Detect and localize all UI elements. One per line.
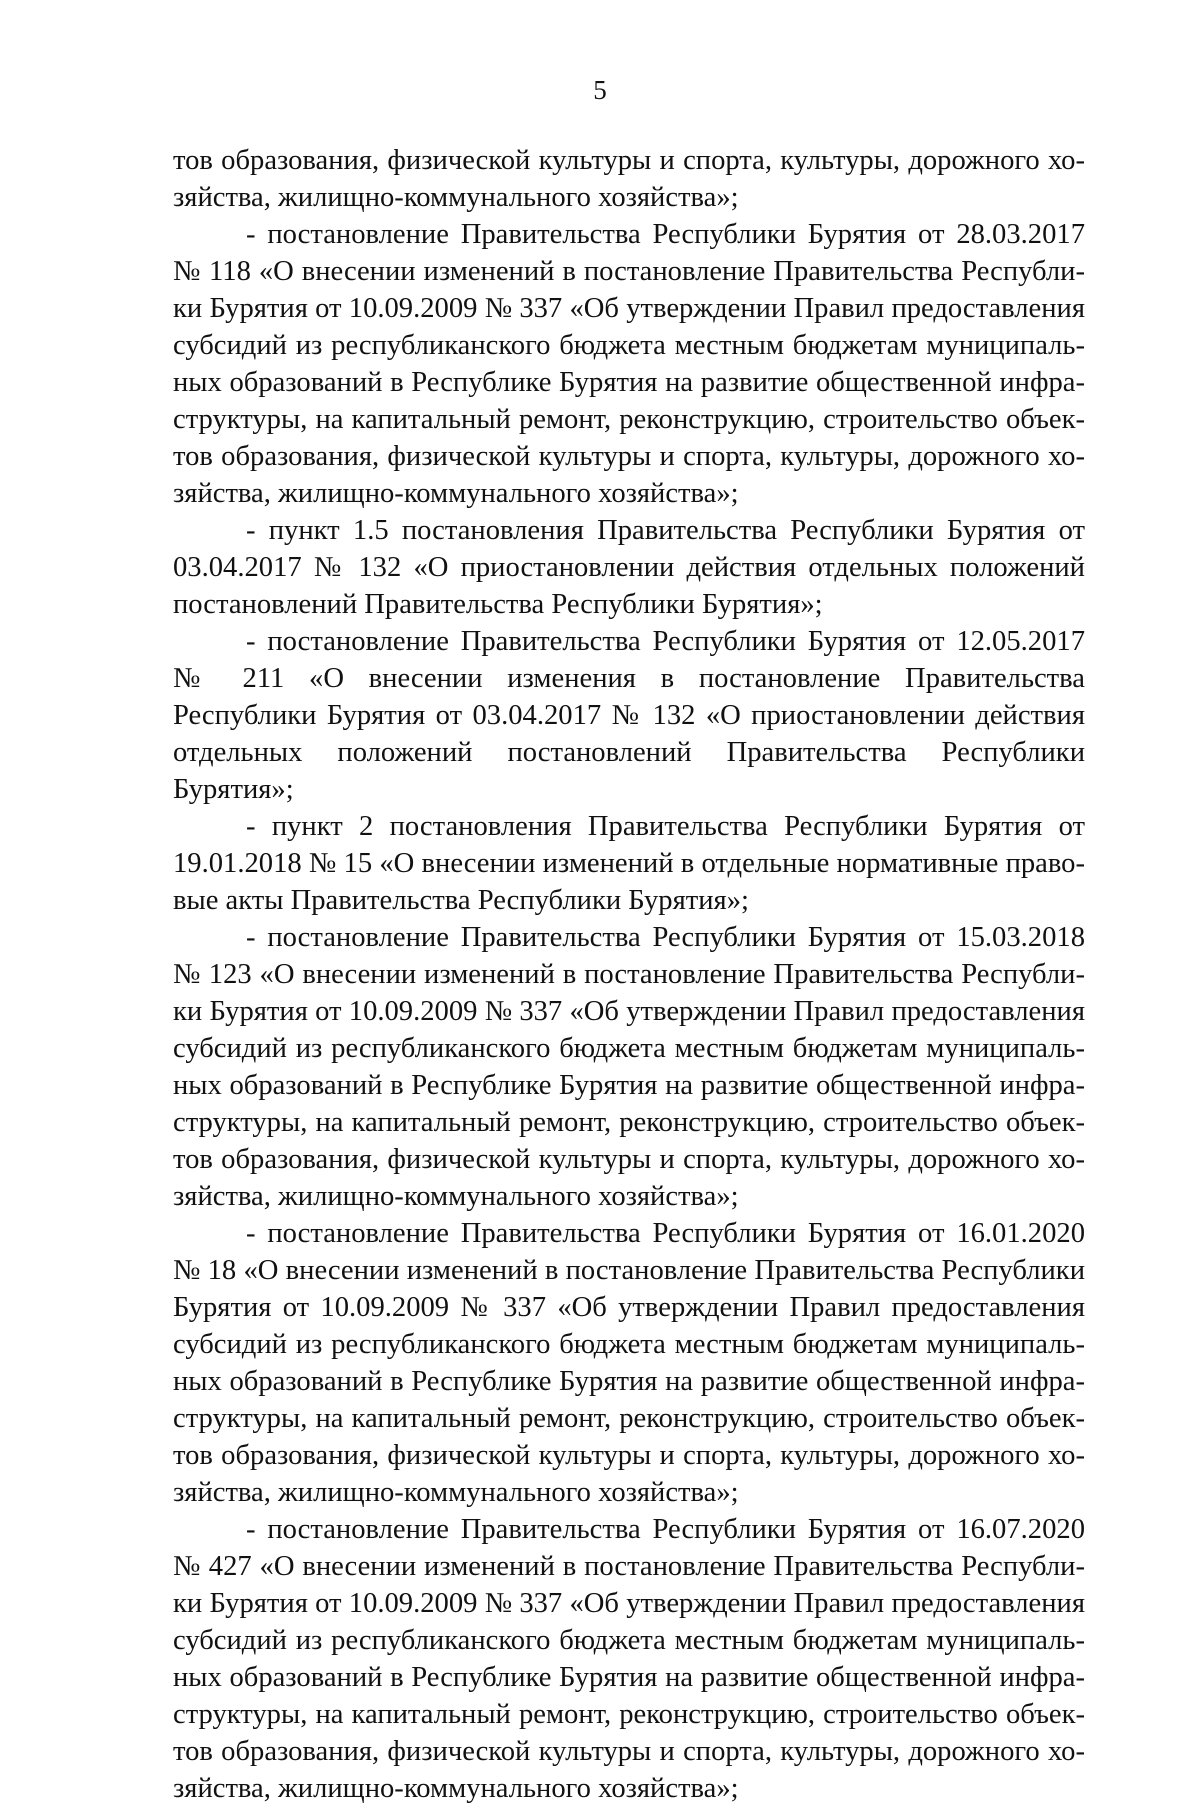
paragraph-continuation: тов образования, физической культуры и спорта, культуры, дорожного хозяйства, жилищно-коммунального хозяйства»; [173, 145, 1085, 213]
list-item: - постановление Правительства Республики Бурятия от 16.01.2020 № 18 «О внесении изменений в постановление Правительства Республики Бурятия от 10.09.2009 № 337 «Об утверждении Правил предоставления субсидий из республиканского бюджета местным бюджетам муниципальных образований в Республике Бурятия на развитие общественной инфраструктуры, на капитальный ремонт, реконструкцию, строительство объектов образования, физической культуры и спорта, культуры, дорожного хозяйства, жилищно-коммунального хозяйства»; [173, 1218, 1085, 1508]
list-item: - постановление Правительства Республики Бурятия от 15.03.2018 № 123 «О внесении изменений в постановление Правительства Республики Бурятия от 10.09.2009 № 337 «Об утверждении Правил предоставления субсидий из республиканского бюджета местным бюджетам муниципальных образований в Республике Бурятия на развитие общественной инфраструктуры, на капитальный ремонт, реконструкцию, строительство объектов образования, физической культуры и спорта, культуры, дорожного хозяйства, жилищно-коммунального хозяйства»; [173, 922, 1085, 1212]
list-item: - постановление Правительства Республики Бурятия от 16.07.2020 № 427 «О внесении изменений в постановление Правительства Республики Бурятия от 10.09.2009 № 337 «Об утверждении Правил предоставления субсидий из республиканского бюджета местным бюджетам муниципальных образований в Республике Бурятия на развитие общественной инфраструктуры, на капитальный ремонт, реконструкцию, строительство объектов образования, физической культуры и спорта, культуры, дорожного хозяйства, жилищно-коммунального хозяйства»; [173, 1514, 1085, 1804]
list-item: - постановление Правительства Республики Бурятия от 28.03.2017 № 118 «О внесении изменений в постановление Правительства Республики Бурятия от 10.09.2009 № 337 «Об утверждении Правил предоставления субсидий из республиканского бюджета местным бюджетам муниципальных образований в Республике Бурятия на развитие общественной инфраструктуры, на капитальный ремонт, реконструкцию, строительство объектов образования, физической культуры и спорта, культуры, дорожного хозяйства, жилищно-коммунального хозяйства»; [173, 219, 1085, 509]
list-item: - пункт 1.5 постановления Правительства Республики Бурятия от 03.04.2017 № 132 «О приостановлении действия отдельных положений постановлений Правительства Республики Бурятия»; [173, 515, 1085, 620]
list-item: - пункт 2 постановления Правительства Республики Бурятия от 19.01.2018 № 15 «О внесении изменений в отдельные нормативные правовые акты Правительства Республики Бурятия»; [173, 811, 1085, 916]
list-item: - постановление Правительства Республики Бурятия от 12.05.2017 № 211 «О внесении изменения в постановление Правительства Республики Бурятия от 03.04.2017 № 132 «О приостановлении действия отдельных положений постановлений Правительства Республики Бурятия»; [173, 626, 1085, 805]
page-number: 5 [593, 75, 607, 105]
document-body [173, 142, 1085, 1807]
